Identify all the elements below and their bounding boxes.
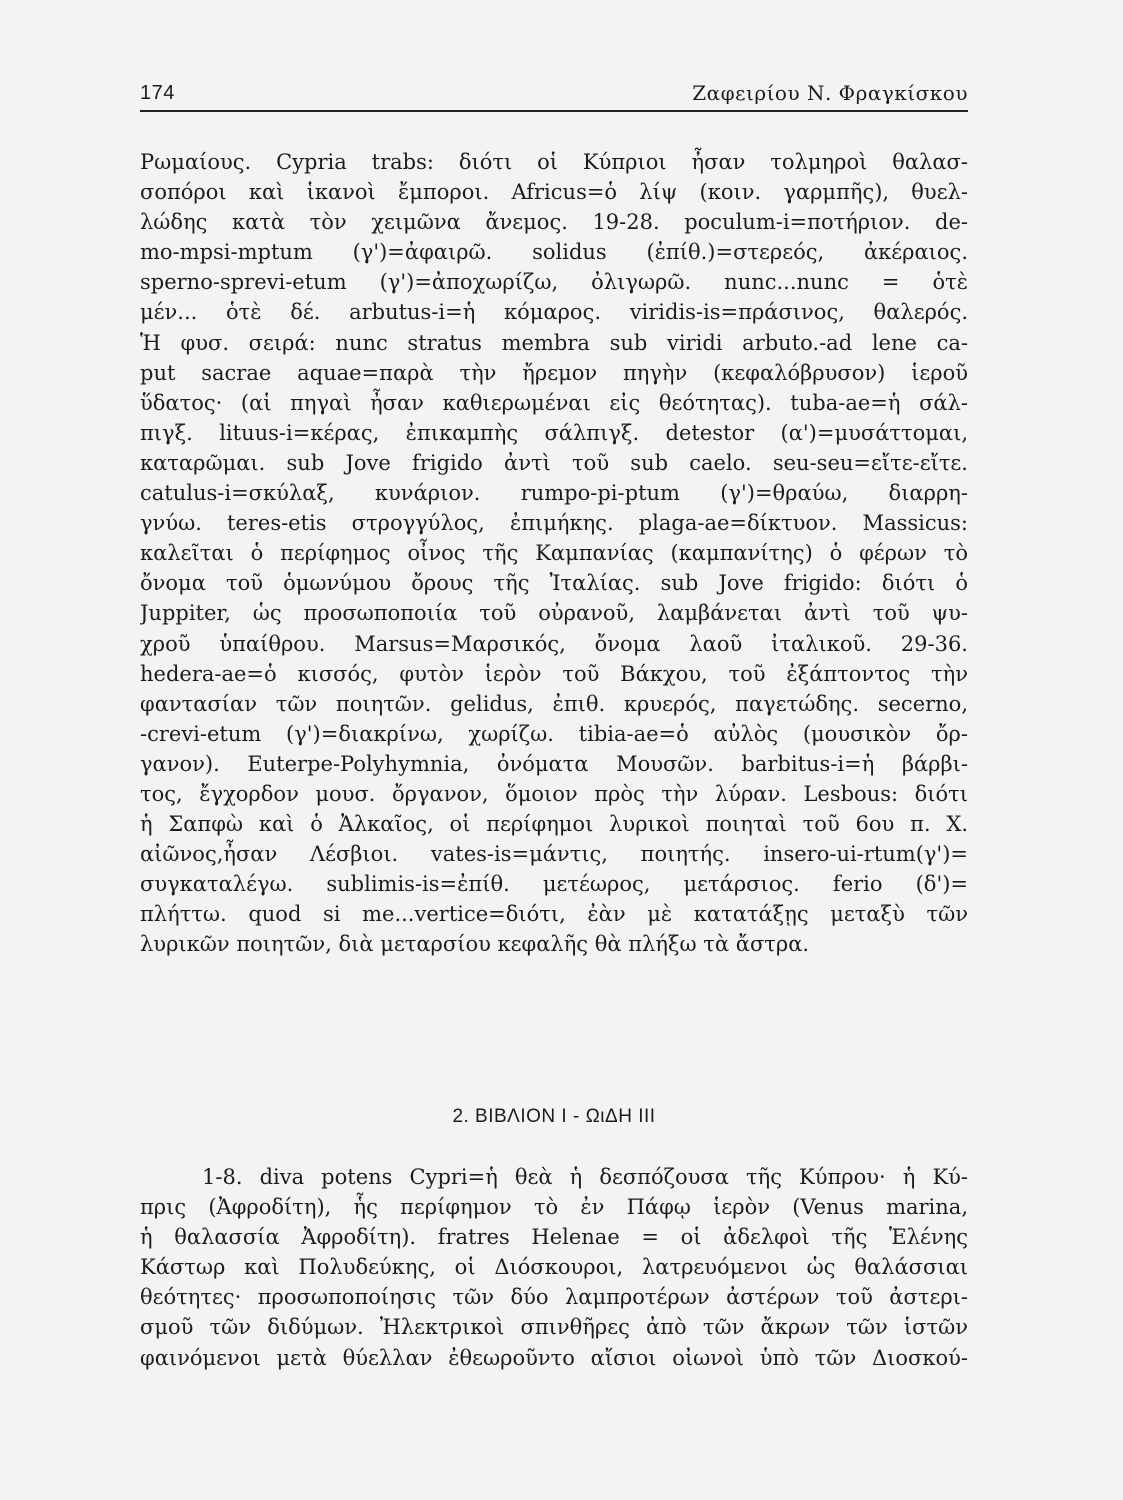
- text-line: καταρῶμαι. sub Jove frigido ἀντὶ τοῦ sub caelo. seu-seu=εἴτε-εἴτε.: [140, 450, 968, 475]
- commentary-text: [140, 147, 968, 960]
- text-line: καλεῖται ὁ περίφημος οἶνος τῆς Καμπανίας (καμπανίτης) ὁ φέρων τὸ: [140, 541, 968, 566]
- text-line: θεότητες· προσωποποίησις τῶν δύο λαμπροτέρων ἀστέρων τοῦ ἀστερι-: [140, 1285, 968, 1310]
- text-line: catulus-i=σκύλαξ, κυνάριον. rumpo-pi-ptum (γ')=θραύω, διαρρη-: [140, 481, 968, 506]
- text-line: πρις (Ἀφροδίτη), ἧς περίφημον τὸ ἐν Πάφῳ ἱερὸν (Venus marina,: [140, 1195, 968, 1220]
- text-line: σοπόροι καὶ ἱκανοὶ ἔμποροι. Africus=ὁ λίψ (κοιν. γαρμπῆς), θυελ-: [140, 180, 968, 205]
- text-line: λώδης κατὰ τὸν χειμῶνα ἄνεμος. 19-28. poculum-i=ποτήριον. de-: [140, 210, 968, 235]
- text-line: φαντασίαν τῶν ποιητῶν. gelidus, ἐπιθ. κρυερός, παγετώδης. secerno,: [140, 691, 968, 716]
- text-line: 1-8. diva potens Cypri=ἡ θεὰ ἡ δεσπόζουσα τῆς Κύπρου· ἡ Κύ-: [202, 1165, 968, 1189]
- running-head: Ζαφειρίου Ν. Φραγκίσκου: [692, 81, 968, 105]
- text-line: hedera-ae=ὁ κισσός, φυτὸν ἱερὸν τοῦ Βάκχου, τοῦ ἐξάπτοντος τὴν: [140, 661, 968, 686]
- text-line: put sacrae aquae=παρὰ τὴν ἤρεμον πηγὴν (κεφαλόβρυσον) ἱεροῦ: [140, 360, 968, 385]
- text-line: λυρικῶν ποιητῶν, διὰ μεταρσίου κεφαλῆς θὰ πλήξω τὰ ἄστρα.: [140, 932, 810, 957]
- text-line: -crevi-etum (γ')=διακρίνω, χωρίζω. tibia-ae=ὁ αὐλὸς (μουσικὸν ὄρ-: [140, 721, 968, 746]
- page-header: [140, 76, 968, 112]
- section-heading: 2. ΒΙΒΛΙΟΝ Ι - ΩιΔΗ ΙΙΙ: [452, 1106, 656, 1127]
- text-line: αἰῶνος,ἦσαν Λέσβιοι. vates-is=μάντις, ποιητής. insero-ui-rtum(γ')=: [140, 842, 968, 867]
- text-line: sperno-sprevi-etum (γ')=ἀποχωρίζω, ὀλιγωρῶ. nunc...nunc = ὁτὲ: [140, 270, 968, 295]
- text-line: γανον). Euterpe-Polyhymnia, ὀνόματα Μουσῶν. barbitus-i=ἡ βάρβι-: [140, 751, 968, 776]
- text-line: φαινόμενοι μετὰ θύελλαν ἐθεωροῦντο αἴσιοι οἰωνοὶ ὑπὸ τῶν Διοσκού-: [140, 1345, 968, 1370]
- text-line: ἡ Σαπφὼ καὶ ὁ Ἀλκαῖος, οἱ περίφημοι λυρικοὶ ποιηταὶ τοῦ 6ου π. Χ.: [140, 812, 968, 837]
- text-line: Juppiter, ὡς προσωποποιία τοῦ οὐρανοῦ, λαμβάνεται ἀντὶ τοῦ ψυ-: [140, 601, 968, 626]
- text-line: μέν... ὁτὲ δέ. arbutus-i=ἡ κόμαρος. viridis-is=πράσινος, θαλερός.: [140, 300, 968, 325]
- text-line: Ρωμαίους. Cypria trabs: διότι οἱ Κύπριοι ἦσαν τολμηροὶ θαλασ-: [140, 150, 968, 174]
- page-number: 174: [140, 82, 175, 104]
- text-line: χροῦ ὑπαίθρου. Marsus=Μαρσικός, ὄνομα λαοῦ ἰταλικοῦ. 29-36.: [140, 631, 968, 656]
- text-line: mo-mpsi-mptum (γ')=ἀφαιρῶ. solidus (ἐπίθ.)=στερεός, ἀκέραιος.: [140, 240, 968, 265]
- text-line: σμοῦ τῶν διδύμων. Ἠλεκτρικοὶ σπινθῆρες ἀπὸ τῶν ἄκρων τῶν ἱστῶν: [140, 1315, 968, 1340]
- text-line: συγκαταλέγω. sublimis-is=ἐπίθ. μετέωρος, μετάρσιος. ferio (δ')=: [140, 872, 968, 897]
- text-line: ἡ θαλασσία Ἀφροδίτη). fratres Helenae = οἱ ἀδελφοὶ τῆς Ἑλένης: [140, 1225, 968, 1250]
- text-line: τος, ἔγχορδον μουσ. ὄργανον, ὅμοιον πρὸς τὴν λύραν. Lesbous: διότι: [140, 781, 968, 806]
- text-line: Κάστωρ καὶ Πολυδεύκης, οἱ Διόσκουροι, λατρευόμενοι ὡς θαλάσσιαι: [140, 1255, 968, 1280]
- text-line: πιγξ. lituus-i=κέρας, ἐπικαμπὴς σάλπιγξ. detestor (α')=μυσάττομαι,: [140, 420, 968, 445]
- section-text: [140, 1162, 968, 1373]
- text-line: πλήττω. quod si me...vertice=διότι, ἐὰν μὲ κατατάξῃς μεταξὺ τῶν: [140, 902, 968, 927]
- text-line: Ἡ φυσ. σειρά: nunc stratus membra sub viridi arbuto.-ad lene ca-: [140, 330, 968, 355]
- text-line: ὕδατος· (αἱ πηγαὶ ἦσαν καθιερωμέναι εἰς θεότητας). tuba-ae=ἡ σάλ-: [140, 390, 968, 415]
- text-line: ὄνομα τοῦ ὁμωνύμου ὄρους τῆς Ἰταλίας. sub Jove frigido: διότι ὁ: [140, 571, 968, 596]
- text-line: γνύω. teres-etis στρογγύλος, ἐπιμήκης. plaga-ae=δίκτυον. Massicus:: [140, 511, 968, 536]
